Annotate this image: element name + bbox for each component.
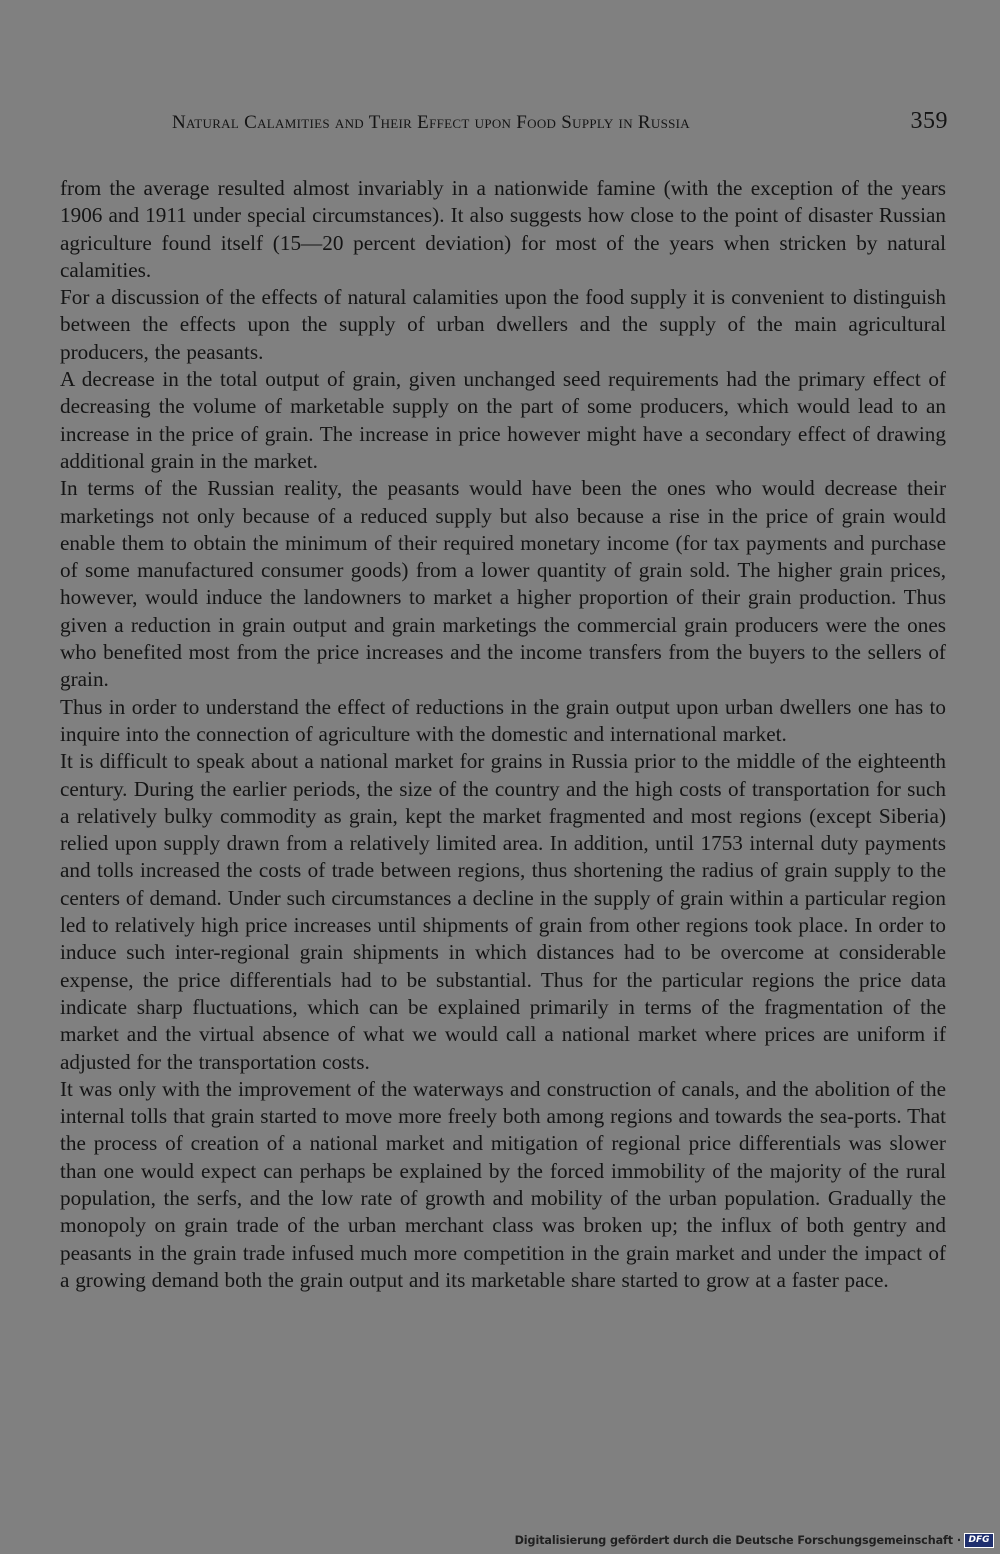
digitization-credit [515,1530,994,1550]
body-text [60,175,946,1294]
running-title: Natural Calamities and Their Effect upon Food Supply in Russia [172,112,690,133]
paragraph: It is difficult to speak about a national market for grains in Russia prior to the middle of the eighteenth century. During the earlier periods, the size of the country and the high costs of transportation for such a relatively bulky commodity as grain, kept the market fragmented and most regions (except Siberia) relied upon supply drawn from a relatively limited area. In addition, until 1753 internal duty payments and tolls increased the costs of trade between regions, thus shortening the radius of grain supply to the centers of demand. Under such circumstances a decline in the supply of grain within a particular region led to relatively high price increases until shipments of grain from other regions took place. In order to induce such inter-regional grain shipments in which distances had to be overcome at considerable expense, the price differentials had to be substantial. Thus for the particular regions the price data indicate sharp fluctuations, which can be explained primarily in terms of the fragmentation of the market and the virtual absence of what we would call a national market where prices are uniform if adjusted for the transportation costs. [60,749,946,1074]
page-header [172,108,948,142]
paragraph: from the average resulted almost invariably in a nationwide famine (with the exception of the years 1906 and 1911 under special circumstances). It also suggests how close to the point of disaster Russian agriculture found itself (15—20 percent deviation) for most of the years when stricken by natural calamities. [60,176,946,282]
paragraph: A decrease in the total output of grain, given unchanged seed requirements had the primary effect of decreasing the volume of marketable supply on the part of some producers, which would lead to an increase in the price of grain. The increase in price however might have a secondary effect of drawing additional grain in the market. [60,367,946,473]
paragraph: In terms of the Russian reality, the peasants would have been the ones who would decrease their marketings not only because of a reduced supply but also because a rise in the price of grain would enable them to obtain the minimum of their required monetary income (for tax payments and purchase of some manufactured consumer goods) from a lower quantity of grain sold. The higher grain prices, however, would induce the landowners to market a higher proportion of their grain production. Thus given a reduction in grain output and grain marketings the commercial grain producers were the ones who benefited most from the price increases and the income transfers from the buyers to the sellers of grain. [60,476,946,692]
dfg-logo-icon: DFG [964,1533,994,1548]
page-number: 359 [910,108,948,134]
paragraph: Thus in order to understand the effect of reductions in the grain output upon urban dwellers one has to inquire into the connection of agriculture with the domestic and international market. [60,694,946,746]
paragraph: For a discussion of the effects of natural calamities upon the food supply it is convenient to distinguish between the effects upon the supply of urban dwellers and the supply of the main agricultural producers, the peasants. [60,285,946,364]
paragraph: It was only with the improvement of the waterways and construction of canals, and the abolition of the internal tolls that grain started to move more freely both among regions and towards the sea-ports. That the process of creation of a national market and mitigation of regional price differentials was slower than one would expect can perhaps be explained by the forced immobility of the majority of the rural population, the serfs, and the low rate of growth and mobility of the urban population. Gradually the monopoly on grain trade of the urban merchant class was broken up; the influx of both gentry and peasants in the grain trade infused much more competition in the grain market and under the impact of a growing demand both the grain output and its marketable share started to grow at a faster pace. [60,1076,946,1292]
credit-text: Digitalisierung gefördert durch die Deutsche Forschungsgemeinschaft · [514,1533,961,1547]
